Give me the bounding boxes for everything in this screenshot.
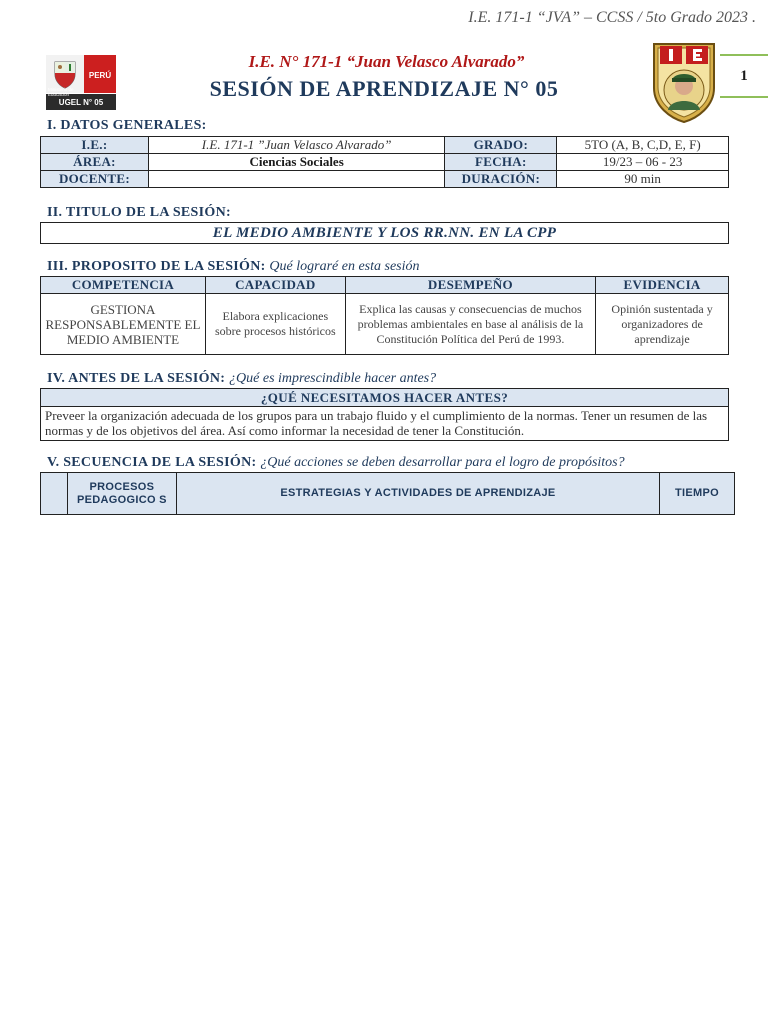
date-label: FECHA:	[445, 154, 557, 171]
section-sequence-heading	[47, 455, 625, 471]
column-header-procesos: PROCESOS PEDAGOGICO S	[67, 473, 176, 515]
page-header: I.E. 171-1 “JVA” – CCSS / 5to Grado 2023 .	[468, 9, 756, 26]
ie-label: I.E.:	[41, 137, 149, 154]
before-session-table	[40, 388, 729, 441]
sequence-table	[40, 472, 735, 515]
section-sequence-heading-text: V. SECUENCIA DE LA SESIÓN:	[47, 455, 257, 470]
capacidad-cell: Elabora explicaciones sobre procesos históricos	[205, 294, 345, 355]
teacher-value	[148, 171, 444, 188]
column-header-estrategias: ESTRATEGIAS Y ACTIVIDADES DE APRENDIZAJE	[176, 473, 659, 515]
section-purpose-heading	[47, 259, 420, 275]
section-title-heading: II. TITULO DE LA SESIÓN:	[47, 205, 231, 220]
column-header-evidencia: EVIDENCIA	[596, 277, 729, 294]
competencia-cell: GESTIONA RESPONSABLEMENTE EL MEDIO AMBIENTE	[41, 294, 206, 355]
session-title: SESIÓN DE APRENDIZAJE N° 05	[209, 76, 559, 101]
area-label: ÁREA:	[41, 154, 149, 171]
column-header-tiempo: TIEMPO	[660, 473, 735, 515]
duration-value: 90 min	[557, 171, 729, 188]
table-row	[41, 407, 729, 441]
evidencia-cell: Opinión sustentada y organizadores de aprendizaje	[596, 294, 729, 355]
before-table-text: Preveer la organización adecuada de los grupos para un trabajo fluido y el cumplimiento de la normas. Tener un resumen de las normas y de los objetivos del área. Así como informar la necesidad de tener la Constitución.	[41, 407, 729, 441]
school-name: I.E. N° 171-1 “Juan Velasco Alvarado”	[248, 52, 525, 71]
table-row	[41, 294, 729, 355]
section-general-heading: I. DATOS GENERALES:	[47, 118, 207, 133]
section-purpose-heading-text: III. PROPOSITO DE LA SESIÓN:	[47, 259, 266, 274]
column-header-blank	[41, 473, 68, 515]
general-data-table	[40, 136, 729, 188]
desempeno-cell: Explica las causas y consecuencias de muchos problemas ambientales en base al análisis de la Constitución Política del Perú de 1993.	[345, 294, 595, 355]
area-value: Ciencias Sociales	[148, 154, 444, 171]
table-header-row	[41, 473, 735, 515]
date-value: 19/23 – 06 - 23	[557, 154, 729, 171]
teacher-label: DOCENTE:	[41, 171, 149, 188]
session-topic-title: EL MEDIO AMBIENTE Y LOS RR.NN. EN LA CPP	[40, 222, 729, 244]
peru-label: PERÚ	[84, 55, 116, 93]
table-header-row	[41, 389, 729, 407]
purpose-table	[40, 276, 729, 355]
ministry-label: Ministerio de Educación	[48, 87, 74, 97]
ugel-label: UGEL N° 05	[46, 94, 116, 110]
section-before-heading	[47, 371, 436, 387]
column-header-desempeno: DESEMPEÑO	[345, 277, 595, 294]
column-header-competencia: COMPETENCIA	[41, 277, 206, 294]
grade-label: GRADO:	[445, 137, 557, 154]
table-header-row	[41, 277, 729, 294]
page-number: 1	[720, 54, 768, 98]
column-header-capacidad: CAPACIDAD	[205, 277, 345, 294]
section-before-heading-text: IV. ANTES DE LA SESIÓN:	[47, 371, 226, 386]
ie-value: I.E. 171-1 ”Juan Velasco Alvarado”	[148, 137, 444, 154]
table-row	[41, 137, 729, 154]
school-badge-icon	[648, 40, 720, 124]
before-table-header: ¿QUÉ NECESITAMOS HACER ANTES?	[41, 389, 729, 407]
table-row	[41, 171, 729, 188]
table-row	[41, 154, 729, 171]
section-sequence-hint: ¿Qué acciones se deben desarrollar para el logro de propósitos?	[260, 455, 625, 470]
grade-value: 5TO (A, B, C,D, E, F)	[557, 137, 729, 154]
duration-label: DURACIÓN:	[445, 171, 557, 188]
section-purpose-hint: Qué lograré en esta sesión	[269, 259, 420, 274]
section-before-hint: ¿Qué es imprescindible hacer antes?	[229, 371, 437, 386]
